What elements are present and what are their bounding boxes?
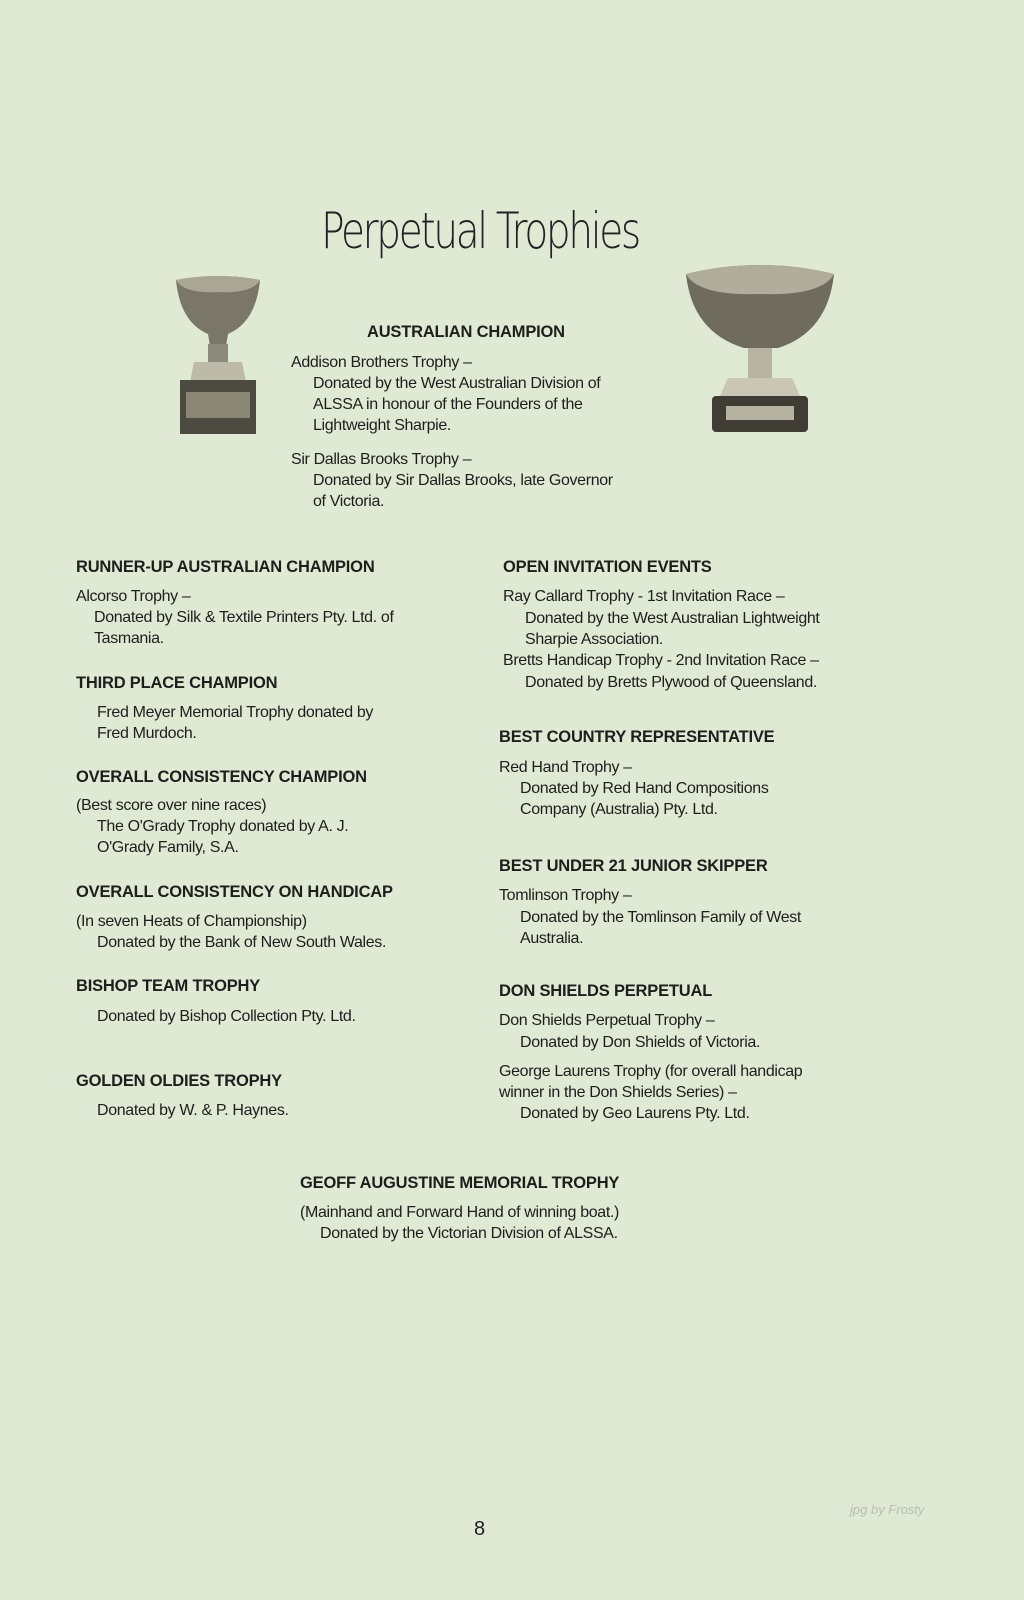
section-heading: OPEN INVITATION EVENTS: [503, 558, 712, 576]
trophy-line: winner in the Don Shields Series) –: [499, 1084, 737, 1101]
section-heading: RUNNER-UP AUSTRALIAN CHAMPION: [76, 558, 375, 576]
trophy-line: Bretts Handicap Trophy - 2nd Invitation Race –: [503, 652, 819, 669]
trophy-line: Company (Australia) Pty. Ltd.: [520, 801, 718, 818]
trophy-line: Alcorso Trophy –: [76, 588, 191, 605]
trophy-line: Donated by the Tomlinson Family of West: [520, 909, 802, 926]
trophy-line: Don Shields Perpetual Trophy –: [499, 1012, 715, 1029]
trophy-line: Donated by Red Hand Compositions: [520, 780, 769, 797]
trophy-line: Sir Dallas Brooks Trophy –: [291, 451, 472, 468]
scan-credit: jpg by Frosty: [850, 1502, 925, 1517]
section-heading: GEOFF AUGUSTINE MEMORIAL TROPHY: [300, 1174, 620, 1192]
trophy-line: Donated by Don Shields of Victoria.: [520, 1034, 761, 1051]
trophy-line: George Laurens Trophy (for overall handicap: [499, 1063, 803, 1080]
trophy-line: of Victoria.: [313, 493, 385, 510]
section-heading: DON SHIELDS PERPETUAL: [499, 982, 713, 1000]
section-heading: BISHOP TEAM TROPHY: [76, 977, 261, 995]
section-heading: BEST COUNTRY REPRESENTATIVE: [499, 728, 775, 746]
trophy-line: Fred Meyer Memorial Trophy donated by: [97, 704, 374, 721]
trophy-line: Donated by Silk & Textile Printers Pty. Ltd. of: [94, 609, 394, 626]
trophy-line: Tasmania.: [94, 630, 164, 647]
trophy-photo-right: [682, 260, 838, 436]
section-heading: AUSTRALIAN CHAMPION: [367, 323, 565, 341]
trophy-line: Addison Brothers Trophy –: [291, 354, 472, 371]
trophy-line: Tomlinson Trophy –: [499, 887, 632, 904]
trophy-line: (Mainhand and Forward Hand of winning boat.): [300, 1204, 620, 1221]
trophy-line: Lightweight Sharpie.: [313, 417, 451, 434]
section-heading: THIRD PLACE CHAMPION: [76, 674, 278, 692]
section-heading: BEST UNDER 21 JUNIOR SKIPPER: [499, 857, 768, 875]
trophy-line: Donated by Sir Dallas Brooks, late Governor: [313, 472, 613, 489]
trophy-line: ALSSA in honour of the Founders of the: [313, 396, 583, 413]
trophy-line: (Best score over nine races): [76, 797, 267, 814]
page-number: 8: [474, 1518, 486, 1540]
trophy-line: Donated by Bretts Plywood of Queensland.: [525, 674, 817, 691]
trophy-line: Red Hand Trophy –: [499, 759, 632, 776]
trophy-line: Donated by the West Australian Lightweight: [525, 610, 820, 627]
trophy-photo-left: [172, 272, 264, 440]
trophy-line: Donated by the Bank of New South Wales.: [97, 934, 387, 951]
trophy-line: Ray Callard Trophy - 1st Invitation Race –: [503, 588, 785, 605]
trophy-line: Sharpie Association.: [525, 631, 663, 648]
section-heading: OVERALL CONSISTENCY CHAMPION: [76, 768, 367, 786]
trophy-line: Donated by Bishop Collection Pty. Ltd.: [97, 1008, 356, 1025]
section-heading: OVERALL CONSISTENCY ON HANDICAP: [76, 883, 393, 901]
trophy-line: Donated by Geo Laurens Pty. Ltd.: [520, 1105, 750, 1122]
section-heading: GOLDEN OLDIES TROPHY: [76, 1072, 282, 1090]
trophy-line: (In seven Heats of Championship): [76, 913, 307, 930]
trophy-line: Australia.: [520, 930, 584, 947]
trophy-line: O'Grady Family, S.A.: [97, 839, 239, 856]
page-title: Perpetual Trophies: [321, 202, 639, 260]
trophy-line: Donated by W. & P. Haynes.: [97, 1102, 289, 1119]
trophy-line: The O'Grady Trophy donated by A. J.: [97, 818, 349, 835]
trophy-line: Fred Murdoch.: [97, 725, 197, 742]
trophy-line: Donated by the West Australian Division of: [313, 375, 601, 392]
trophy-line: Donated by the Victorian Division of ALSSA.: [320, 1225, 618, 1242]
